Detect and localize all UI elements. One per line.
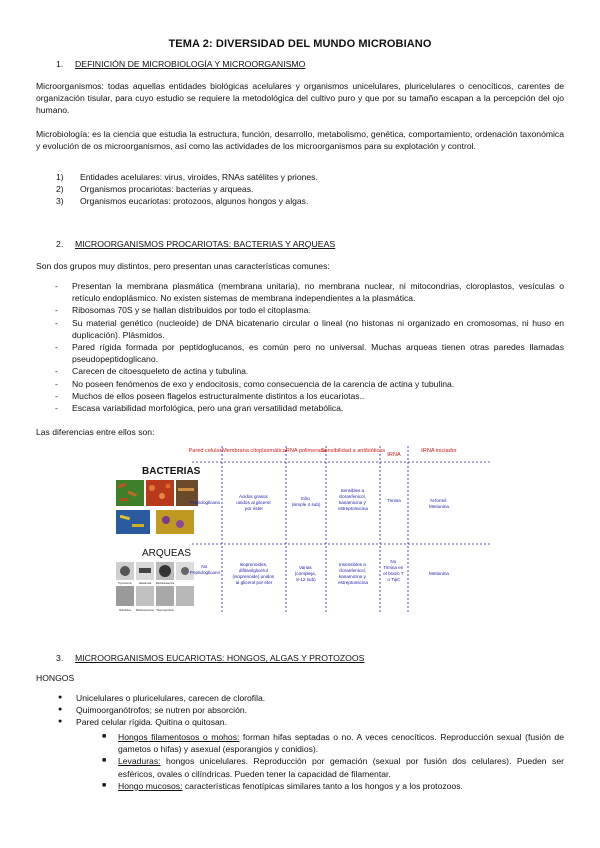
- list-item: - Presentan la membrana plasmática (membrana unitaria), no membrana nuclear, ni mitocondrias, cloroplastos, vesículas o retículo endoplásmico. No existen sistemas de membrana independientes a la plasmática.: [55, 281, 564, 304]
- list-item: 2) Organismos procariotas: bacterias y arqueas.: [56, 184, 254, 195]
- microorganism-types-list: [56, 171, 556, 208]
- arqueas-label: ARQUEAS: [142, 548, 191, 559]
- bacteria-image: [116, 510, 150, 534]
- section-3-number: 3.: [56, 653, 64, 663]
- bacterias-pared: Peptidoglicano: [189, 500, 221, 505]
- arqueas-trna-iniciador: Metionina: [429, 571, 449, 576]
- bacterias-rna-polimerasa: Sólo (simple 4 sub): [291, 496, 321, 507]
- micro-label: Haloarcula: [138, 582, 152, 585]
- micro-label: Thermoproteus: [156, 609, 174, 612]
- section-1-number: 1.: [56, 59, 64, 69]
- list-item: - Carecen de citoesqueleto de actina y tubulina.: [55, 366, 249, 377]
- list-item: - No poseen fenómenos de exo y endocitosis, como consecuencia de la carencia de actina y tubulina.: [55, 378, 455, 389]
- list-item: - Pared rígida formada por peptidoglucanos, es común pero no universal. Muchas arqueas tienen otras paredes llamadas pseudopeptidoglicano.: [55, 342, 564, 365]
- archaea-micrographs: [116, 562, 194, 612]
- hongos-types-list: [102, 731, 564, 792]
- differences-intro: Las diferencias entre ellos son:: [36, 427, 155, 437]
- arqueas-pared: No Peptidoglicano: [189, 564, 221, 575]
- section-1-heading: [56, 58, 305, 70]
- list-item: ■ Hongo mucosos: características fenotípicas similares tanto a los hongos y a los protozoos.: [102, 780, 463, 791]
- micro-label: Pyrococcus: [118, 582, 132, 585]
- bacterias-membrana: Ácidos grasos unidos al glicerol por éster: [236, 494, 271, 511]
- hongos-filamentosos-label: Hongos filamentosos o mohos:: [118, 732, 240, 742]
- archaea-image: [176, 586, 194, 606]
- archaea-image: [136, 586, 154, 606]
- header-trna-iniciador: tRNA iniciador: [421, 448, 457, 454]
- bacterias-trna: Timina: [387, 498, 401, 503]
- section-1-title: DEFINICIÓN DE MICROBIOLOGÍA Y MICROORGANISMO: [75, 59, 306, 69]
- section-2-number: 2.: [56, 239, 64, 249]
- arqueas-membrana: Isoprenoides, difitanilglicerol (isoprenoide) unidos al glicerol por éter: [232, 562, 275, 585]
- archaea-image: [156, 586, 174, 606]
- micro-label: Methanosarcina: [155, 582, 175, 585]
- hongos-heading: HONGOS: [36, 673, 75, 683]
- list-item: 3) Organismos eucariotas: protozoos, algunos hongos y algas.: [56, 196, 309, 207]
- list-item: ● Unicelulares o pluricelulares, carecen de clorofila.: [58, 693, 266, 703]
- list-item: - Muchos de ellos poseen flagelos estructuralmente distintos a los eucariotas..: [55, 390, 365, 401]
- archaea-image: [116, 586, 134, 606]
- page-title: TEMA 2: DIVERSIDAD DEL MUNDO MICROBIANO: [168, 38, 432, 50]
- bacteria-micrographs: [116, 480, 198, 534]
- micro-label: Methanococcus: [135, 609, 155, 612]
- section-2-intro: Son dos grupos muy distintos, pero presentan unas características comunes:: [36, 261, 330, 271]
- arqueas-trna: No Timina en el brazo T o TψC: [383, 559, 404, 582]
- header-trna: tRNA: [387, 452, 401, 458]
- list-item: ● Quimoorganótrofos; se nutren por absorción.: [58, 705, 248, 716]
- bacterias-trna-iniciador: N-formil Metionina: [429, 498, 449, 509]
- hongo-mucosos-label: Hongo mucosos:: [118, 780, 183, 791]
- microorganismos-definition: Microorganismos: todas aquellas entidades biológicas acelulares y organismos unicelulares, pluricelulares o cenocíticos, carentes de organización tisular, para cuyo estudio se requiere la metodológica del cultivo puro y que por su tamaño escapan a la percepción del ojo humano.: [36, 81, 564, 116]
- bacteria-image: [146, 480, 174, 506]
- list-item: 1) Entidades acelulares: virus, viroides, RNAs satélites y priones.: [56, 172, 318, 182]
- list-item: ■ Levaduras: hongos unicelulares. Reproducción por gemación (sexual por fusión dos celulares). Pueden ser esféricos, ovales o cilíndricas. Pueden tener la capacidad de filamentar.: [102, 756, 564, 779]
- section-2-title: MICROORGANISMOS PROCARIOTAS: BACTERIAS Y ARQUEAS: [75, 239, 336, 249]
- bacterias-label: BACTERIAS: [142, 466, 201, 477]
- bacteria-image: [156, 510, 194, 534]
- list-item: - Su material genético (nucleoide) de DNA bicatenario circular o lineal (no histonas ni organizado en cromosomas, ni huso en duplicación). Plásmidos.: [55, 317, 564, 340]
- header-sensibilidad: Sensibilidad a antibióticos: [320, 448, 386, 454]
- bacteria-archaea-comparison-figure: [112, 444, 492, 622]
- levaduras-label: Levaduras:: [118, 756, 161, 767]
- section-3-title: MICROORGANISMOS EUCARIOTAS: HONGOS, ALGAS Y PROTOZOOS: [75, 653, 365, 663]
- list-item: ● Pared celular rígida. Quitina o quitosan.: [58, 717, 227, 728]
- list-item: ■ Hongos filamentosos o mohos: forman hifas septadas o no. A veces cenocíticos. Reproducción sexual (fusión de gametos o hifas) y asexual (esporangios y conidios).: [102, 732, 564, 755]
- section-2-heading: [56, 238, 335, 250]
- section-3-heading: [56, 652, 364, 664]
- common-characteristics-list: [54, 280, 564, 414]
- header-rna-polimerasa: RNA polimerasa: [285, 448, 327, 454]
- list-item: - Ribosomas 70S y se hallan distribuidos por todo el citoplasma.: [55, 305, 311, 316]
- micro-label: Sulfolobus: [118, 609, 132, 612]
- arqueas-sensibilidad: Insensibles a cloranfenicol, kanamicina y estreptomicina: [338, 562, 368, 585]
- column-separators: [222, 446, 408, 614]
- bacterias-sensibilidad: Sensibles a cloranfenicol, kanamicina y estreptomicina: [338, 488, 368, 511]
- arqueas-rna-polimerasa: Varias (compleja, 8-12 sub): [294, 565, 316, 582]
- header-pared: Pared celular: [188, 448, 222, 454]
- comparison-table-svg: [112, 444, 492, 622]
- hongos-characteristics-list: [58, 692, 564, 729]
- microbiologia-definition: Microbiología: es la ciencia que estudia la estructura, función, desarrollo, metabolismo, genética, comportamiento, ordenación taxonómica y evolución de os microorganismos, así como las actividades de los microorganismos para su explotación y control.: [36, 129, 564, 152]
- header-membrana: Membrana citoplasmática: [222, 448, 286, 454]
- list-item: - Escasa variabilidad morfológica, pero una gran versatilidad metabólica.: [55, 403, 344, 414]
